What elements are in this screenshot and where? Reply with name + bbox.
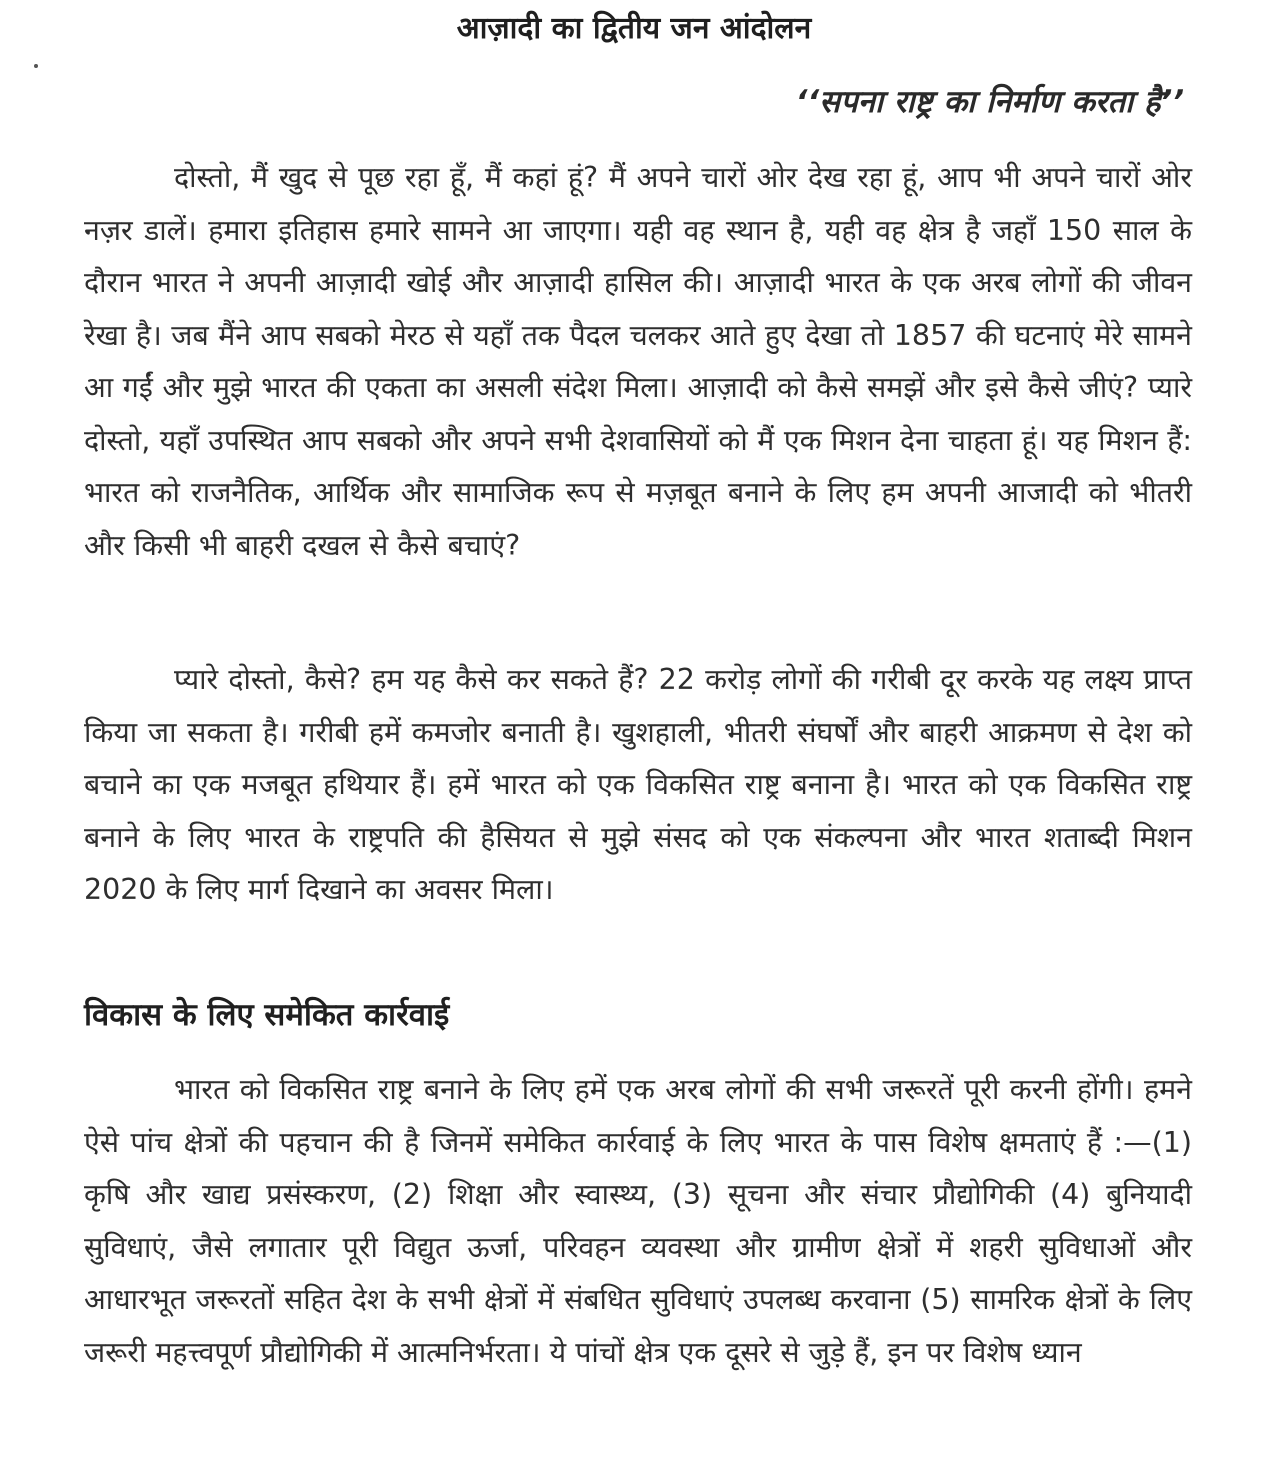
epigraph-quote: ‘‘सपना राष्ट्र का निर्माण करता है’’ <box>795 84 1184 120</box>
paragraph-1: दोस्तो, मैं खुद से पूछ रहा हूँ, मैं कहां हूं? मैं अपने चारों ओर देख रहा हूं, आप भी अपने चारों ओर नज़र डालें। हमारा इतिहास हमारे सामने आ जाएगा। यही वह स्थान है, यही वह क्षेत्र है जहाँ 150 साल के दौरान भारत ने अपनी आज़ादी खोई और आज़ादी हासिल की। आज़ादी भारत के एक अरब लोगों की जीवन रेखा है। जब मैंने आप सबको मेरठ से यहाँ तक पैदल चलकर आते हुए देखा तो 1857 की घटनाएं मेरे सामने आ गईं और मुझे भारत की एकता का असली संदेश मिला। आज़ादी को कैसे समझें और इसे कैसे जीएं? प्यारे दोस्तो, यहाँ उपस्थित आप सबको और अपने सभी देशवासियों को मैं एक मिशन देना चाहता हूं। यह मिशन हैं: भारत को राजनैतिक, आर्थिक और सामाजिक रूप से मज़बूत बनाने के लिए हम अपनी आजादी को भीतरी और किसी भी बाहरी दखल से कैसे बचाएं? <box>84 161 1192 562</box>
section-heading: विकास के लिए समेकित कार्रवाई <box>84 997 450 1033</box>
paragraph-2: प्यारे दोस्तो, कैसे? हम यह कैसे कर सकते हैं? 22 करोड़ लोगों की गरीबी दूर करके यह लक्ष्य प्राप्त किया जा सकता है। गरीबी हमें कमजोर बनाती है। खुशहाली, भीतरी संघर्षों और बाहरी आक्रमण से देश को बचाने का एक मजबूत हथियार हैं। हमें भारत को एक विकसित राष्ट्र बनाना है। भारत को एक विकसित राष्ट्र बनाने के लिए भारत के राष्ट्रपति की हैसियत से मुझे संसद को एक संकल्पना और भारत शताब्दी मिशन 2020 के लिए मार्ग दिखाने का अवसर मिला। <box>84 663 1192 906</box>
scan-speck <box>34 64 38 68</box>
page-title: आज़ादी का द्वितीय जन आंदोलन <box>456 11 812 46</box>
paragraph-3: भारत को विकसित राष्ट्र बनाने के लिए हमें एक अरब लोगों की सभी जरूरतें पूरी करनी होंगी। हमने ऐसे पांच क्षेत्रों की पहचान की है जिनमें समेकित कार्रवाई के लिए भारत के पास विशेष क्षमताएं हैं :—(1) कृषि और खाद्य प्रसंस्करण, (2) शिक्षा और स्वास्थ्य, (3) सूचना और संचार प्रौद्योगिकी (4) बुनियादी सुविधाएं, जैसे लगातार पूरी विद्युत ऊर्जा, परिवहन व्यवस्था और ग्रामीण क्षेत्रों में शहरी सुविधाओं और आधारभूत जरूरतों सहित देश के सभी क्षेत्रों में संबधित सुविधाएं उपलब्ध करवाना (5) सामरिक क्षेत्रों के लिए जरूरी महत्त्वपूर्ण प्रौद्योगिकी में आत्मनिर्भरता। ये पांचों क्षेत्र एक दूसरे से जुड़े हैं, इन पर विशेष ध्यान <box>84 1073 1192 1369</box>
